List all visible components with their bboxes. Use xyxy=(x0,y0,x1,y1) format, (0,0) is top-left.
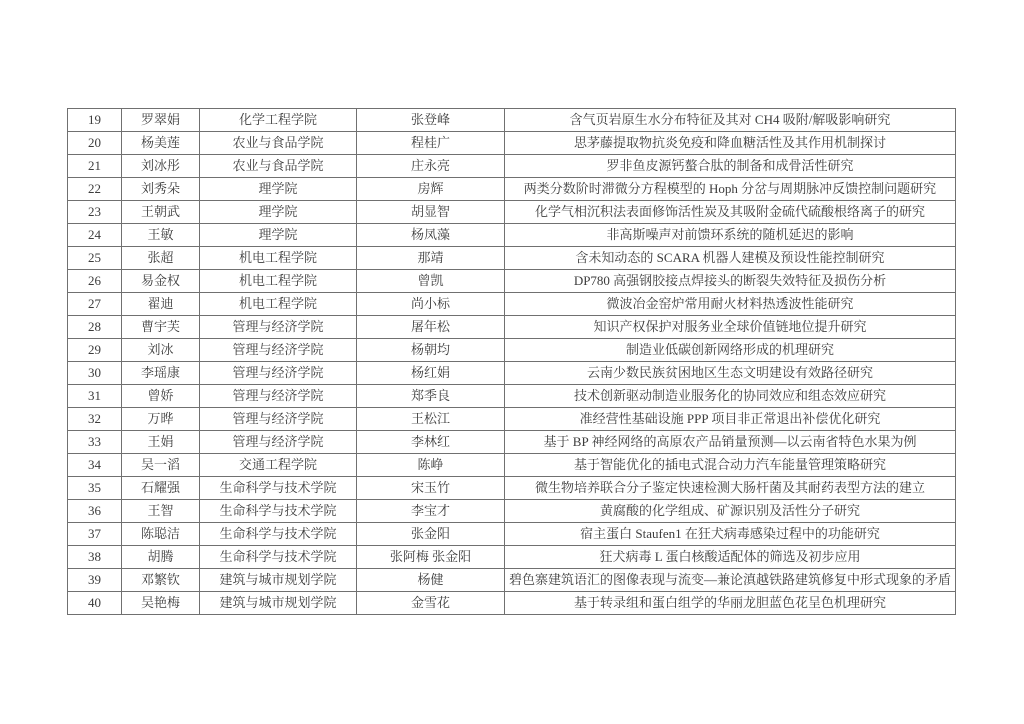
cell-name: 刘秀朵 xyxy=(122,178,200,201)
cell-college: 交通工程学院 xyxy=(200,454,357,477)
cell-name: 刘冰彤 xyxy=(122,155,200,178)
cell-no: 33 xyxy=(68,431,122,454)
cell-college: 管理与经济学院 xyxy=(200,316,357,339)
cell-title: 非高斯噪声对前馈环系统的随机延迟的影响 xyxy=(505,224,956,247)
cell-college: 管理与经济学院 xyxy=(200,385,357,408)
cell-no: 20 xyxy=(68,132,122,155)
cell-name: 石耀强 xyxy=(122,477,200,500)
table-row xyxy=(68,523,956,546)
cell-title: 云南少数民族贫困地区生态文明建设有效路径研究 xyxy=(505,362,956,385)
cell-advisor: 庄永亮 xyxy=(357,155,505,178)
cell-no: 27 xyxy=(68,293,122,316)
cell-advisor: 杨朝均 xyxy=(357,339,505,362)
cell-college: 理学院 xyxy=(200,201,357,224)
table-row xyxy=(68,454,956,477)
cell-title: 微生物培养联合分子鉴定快速检测大肠杆菌及其耐药表型方法的建立 xyxy=(505,477,956,500)
cell-college: 理学院 xyxy=(200,178,357,201)
cell-title: 准经营性基础设施 PPP 项目非正常退出补偿优化研究 xyxy=(505,408,956,431)
cell-no: 26 xyxy=(68,270,122,293)
cell-name: 陈聪洁 xyxy=(122,523,200,546)
cell-no: 31 xyxy=(68,385,122,408)
cell-name: 曹宇芙 xyxy=(122,316,200,339)
cell-college: 生命科学与技术学院 xyxy=(200,477,357,500)
cell-advisor: 李林红 xyxy=(357,431,505,454)
cell-advisor: 张金阳 xyxy=(357,523,505,546)
cell-advisor: 胡显智 xyxy=(357,201,505,224)
cell-no: 24 xyxy=(68,224,122,247)
cell-no: 21 xyxy=(68,155,122,178)
cell-name: 万晔 xyxy=(122,408,200,431)
cell-title: 罗非鱼皮源钙螯合肽的制备和成骨活性研究 xyxy=(505,155,956,178)
cell-college: 建筑与城市规划学院 xyxy=(200,592,357,615)
cell-college: 机电工程学院 xyxy=(200,270,357,293)
cell-no: 36 xyxy=(68,500,122,523)
cell-college: 机电工程学院 xyxy=(200,247,357,270)
table-row xyxy=(68,546,956,569)
table-body xyxy=(68,109,956,615)
cell-advisor: 曾凯 xyxy=(357,270,505,293)
cell-advisor: 杨凤藻 xyxy=(357,224,505,247)
cell-advisor: 张阿梅 张金阳 xyxy=(357,546,505,569)
table-row xyxy=(68,247,956,270)
cell-college: 建筑与城市规划学院 xyxy=(200,569,357,592)
cell-name: 王朝武 xyxy=(122,201,200,224)
cell-title: 两类分数阶时滞微分方程模型的 Hoph 分岔与周期脉冲反馈控制问题研究 xyxy=(505,178,956,201)
cell-title: 宿主蛋白 Staufen1 在狂犬病毒感染过程中的功能研究 xyxy=(505,523,956,546)
cell-title: 狂犬病毒 L 蛋白核酸适配体的筛选及初步应用 xyxy=(505,546,956,569)
cell-college: 管理与经济学院 xyxy=(200,362,357,385)
cell-college: 理学院 xyxy=(200,224,357,247)
cell-no: 28 xyxy=(68,316,122,339)
cell-college: 管理与经济学院 xyxy=(200,339,357,362)
cell-advisor: 程桂广 xyxy=(357,132,505,155)
table-row xyxy=(68,316,956,339)
table-row xyxy=(68,339,956,362)
cell-advisor: 尚小标 xyxy=(357,293,505,316)
cell-title: 知识产权保护对服务业全球价值链地位提升研究 xyxy=(505,316,956,339)
cell-no: 30 xyxy=(68,362,122,385)
cell-advisor: 张登峰 xyxy=(357,109,505,132)
cell-name: 王敏 xyxy=(122,224,200,247)
cell-title: 技术创新驱动制造业服务化的协同效应和组态效应研究 xyxy=(505,385,956,408)
cell-advisor: 杨健 xyxy=(357,569,505,592)
cell-advisor: 屠年松 xyxy=(357,316,505,339)
cell-title: 含气页岩原生水分布特征及其对 CH4 吸附/解吸影响研究 xyxy=(505,109,956,132)
cell-advisor: 金雪花 xyxy=(357,592,505,615)
cell-name: 邓繁钦 xyxy=(122,569,200,592)
table-row xyxy=(68,477,956,500)
cell-name: 胡腾 xyxy=(122,546,200,569)
cell-college: 生命科学与技术学院 xyxy=(200,500,357,523)
table-row xyxy=(68,592,956,615)
table-row xyxy=(68,293,956,316)
cell-title: 基于转录组和蛋白组学的华丽龙胆蓝色花呈色机理研究 xyxy=(505,592,956,615)
cell-title: 基于 BP 神经网络的高原农产品销量预测—以云南省特色水果为例 xyxy=(505,431,956,454)
table-row xyxy=(68,132,956,155)
table-row xyxy=(68,109,956,132)
cell-no: 35 xyxy=(68,477,122,500)
cell-college: 机电工程学院 xyxy=(200,293,357,316)
table-row xyxy=(68,569,956,592)
cell-advisor: 房辉 xyxy=(357,178,505,201)
cell-college: 化学工程学院 xyxy=(200,109,357,132)
cell-no: 22 xyxy=(68,178,122,201)
cell-college: 农业与食品学院 xyxy=(200,155,357,178)
cell-name: 罗翠娟 xyxy=(122,109,200,132)
table-row xyxy=(68,178,956,201)
cell-name: 张超 xyxy=(122,247,200,270)
cell-no: 38 xyxy=(68,546,122,569)
cell-name: 曾娇 xyxy=(122,385,200,408)
table-row xyxy=(68,500,956,523)
cell-advisor: 陈峥 xyxy=(357,454,505,477)
table-row xyxy=(68,155,956,178)
cell-college: 生命科学与技术学院 xyxy=(200,523,357,546)
cell-title: 思茅藤提取物抗炎免疫和降血糖活性及其作用机制探讨 xyxy=(505,132,956,155)
cell-no: 40 xyxy=(68,592,122,615)
cell-advisor: 杨红娟 xyxy=(357,362,505,385)
cell-college: 管理与经济学院 xyxy=(200,408,357,431)
table-row xyxy=(68,408,956,431)
cell-title: 碧色寨建筑语汇的图像表现与流变—兼论滇越铁路建筑修复中形式现象的矛盾 xyxy=(505,569,956,592)
table-row xyxy=(68,431,956,454)
table-row xyxy=(68,362,956,385)
cell-name: 杨美莲 xyxy=(122,132,200,155)
cell-advisor: 那靖 xyxy=(357,247,505,270)
cell-title: 化学气相沉积法表面修饰活性炭及其吸附金硫代硫酸根络离子的研究 xyxy=(505,201,956,224)
cell-no: 29 xyxy=(68,339,122,362)
cell-college: 生命科学与技术学院 xyxy=(200,546,357,569)
cell-name: 王娟 xyxy=(122,431,200,454)
cell-advisor: 宋玉竹 xyxy=(357,477,505,500)
cell-name: 翟迪 xyxy=(122,293,200,316)
cell-advisor: 李宝才 xyxy=(357,500,505,523)
cell-college: 管理与经济学院 xyxy=(200,431,357,454)
cell-no: 39 xyxy=(68,569,122,592)
cell-advisor: 郑季良 xyxy=(357,385,505,408)
cell-name: 王智 xyxy=(122,500,200,523)
cell-title: 制造业低碳创新网络形成的机理研究 xyxy=(505,339,956,362)
cell-title: 微波冶金窑炉常用耐火材料热透波性能研究 xyxy=(505,293,956,316)
cell-advisor: 王松江 xyxy=(357,408,505,431)
cell-name: 刘冰 xyxy=(122,339,200,362)
cell-no: 37 xyxy=(68,523,122,546)
cell-name: 吴艳梅 xyxy=(122,592,200,615)
cell-no: 23 xyxy=(68,201,122,224)
table-row xyxy=(68,224,956,247)
cell-name: 李瑶康 xyxy=(122,362,200,385)
table-row xyxy=(68,270,956,293)
cell-title: 黄腐酸的化学组成、矿源识别及活性分子研究 xyxy=(505,500,956,523)
cell-no: 34 xyxy=(68,454,122,477)
thesis-assignment-table xyxy=(67,108,956,615)
table-row xyxy=(68,201,956,224)
cell-title: 含未知动态的 SCARA 机器人建模及预设性能控制研究 xyxy=(505,247,956,270)
cell-no: 32 xyxy=(68,408,122,431)
cell-college: 农业与食品学院 xyxy=(200,132,357,155)
cell-title: DP780 高强钢胶接点焊接头的断裂失效特征及损伤分析 xyxy=(505,270,956,293)
cell-name: 易金权 xyxy=(122,270,200,293)
cell-title: 基于智能优化的插电式混合动力汽车能量管理策略研究 xyxy=(505,454,956,477)
cell-no: 25 xyxy=(68,247,122,270)
cell-name: 吴一滔 xyxy=(122,454,200,477)
table-row xyxy=(68,385,956,408)
cell-no: 19 xyxy=(68,109,122,132)
